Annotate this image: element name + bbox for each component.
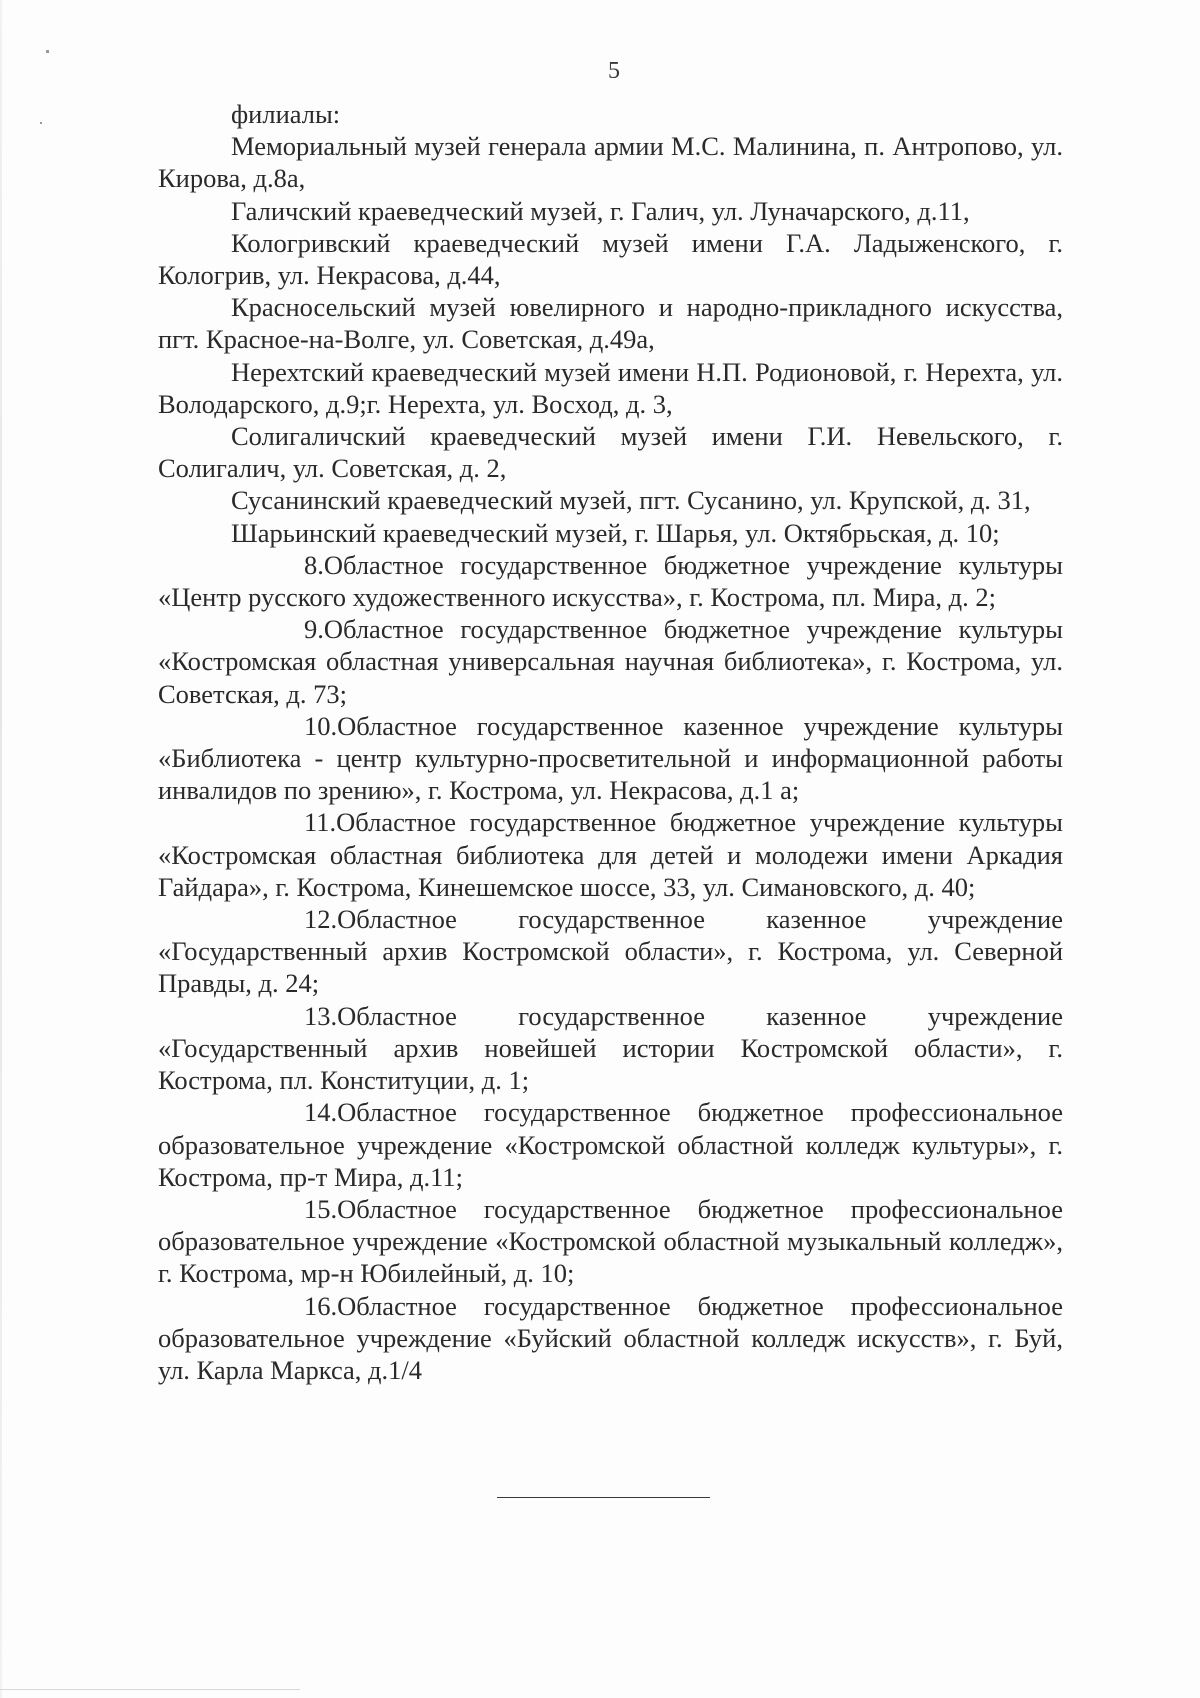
numbered-paragraph xyxy=(158,613,1063,710)
paragraph xyxy=(158,517,1063,549)
paragraph-text: Областное государственное бюджетное профессиональное образовательное учреждение «Костромской областной музыкальный колледж», г. Кострома, мр-н Юбилейный, д. 10; xyxy=(158,1193,1063,1289)
scan-speck xyxy=(46,50,49,53)
paragraph-text: Областное государственное казенное учреждение «Государственный архив Костромской области», г. Кострома, ул. Северной Правды, д. 24; xyxy=(158,904,1063,999)
paragraph-number: 14. xyxy=(304,1097,338,1128)
numbered-paragraph xyxy=(158,903,1063,1000)
paragraph-text: Галичский краеведческий музей, г. Галич, ул. Луначарского, д.11, xyxy=(231,195,970,226)
paragraph-text: Нерехтский краеведческий музей имени Н.П. Родионовой, г. Нерехта, ул. Володарского, д.9;г. Нерехта, ул. Восход, д. 3, xyxy=(158,356,1063,419)
paragraph-text: филиалы: xyxy=(231,99,341,129)
paragraph-text: Областное государственное бюджетное профессиональное образовательное учреждение «Костромской областной колледж культуры», г. Кострома, пр-т Мира, д.11; xyxy=(158,1097,1063,1192)
paragraph xyxy=(158,227,1063,291)
paragraph xyxy=(158,291,1063,355)
scan-edge-bottom xyxy=(0,1689,300,1690)
scan-speck xyxy=(40,122,42,124)
paragraph xyxy=(158,356,1063,420)
paragraph-text: Солигаличский краеведческий музей имени Г.И. Невельского, г. Солигалич, ул. Советская, д. 2, xyxy=(158,421,1063,484)
paragraph-text: Красносельский музей ювелирного и народно-прикладного искусства, пгт. Красное-на-Волге, ул. Советская, д.49а, xyxy=(158,292,1063,355)
numbered-paragraph xyxy=(158,1000,1063,1097)
closing-divider-line xyxy=(497,1497,710,1498)
paragraph-number: 10. xyxy=(304,710,338,741)
numbered-paragraph xyxy=(158,806,1063,903)
paragraph-text: Шарьинский краеведческий музей, г. Шарья, ул. Октябрьская, д. 10; xyxy=(231,517,1000,548)
paragraph-number: 8. xyxy=(304,549,324,580)
paragraph-text: Кологривский краеведческий музей имени Г.А. Ладыженского, г. Кологрив, ул. Некрасова, д.44, xyxy=(158,227,1063,291)
paragraph-text: Мемориальный музей генерала армии М.С. Малинина, п. Антропово, ул. Кирова, д.8а, xyxy=(158,131,1063,194)
paragraph-text: Областное государственное бюджетное учреждение культуры «Центр русского художественного искусства», г. Кострома, пл. Мира, д. 2; xyxy=(158,549,1063,613)
paragraph-text: Сусанинский краеведческий музей, пгт. Сусанино, ул. Крупской, д. 31, xyxy=(231,485,1031,516)
page-number: 5 xyxy=(608,58,620,84)
paragraph-number: 12. xyxy=(304,904,338,935)
paragraph-text: Областное государственное бюджетное учреждение культуры «Костромская областная библиотека для детей и молодежи имени Аркадия Гайдара», г. Кострома, Кинешемское шоссе, 33, ул. Симановского, д. 40; xyxy=(158,807,1063,902)
scan-edge xyxy=(0,0,2,1698)
paragraph xyxy=(158,98,1063,130)
paragraph-number: 11. xyxy=(304,807,337,838)
numbered-paragraph xyxy=(158,710,1063,807)
numbered-paragraph xyxy=(158,1096,1063,1193)
numbered-paragraph xyxy=(158,1193,1063,1290)
paragraph xyxy=(158,130,1063,194)
paragraph xyxy=(158,484,1063,516)
paragraph-text: Областное государственное казенное учреждение культуры «Библиотека - центр культурно-просветительной и информационной работы инвалидов по зрению», г. Кострома, ул. Некрасова, д.1 а; xyxy=(158,710,1063,806)
paragraph-text: Областное государственное бюджетное профессиональное образовательное учреждение «Буйский областной колледж искусств», г. Буй, ул. Карла Маркса, д.1/4 xyxy=(158,1290,1063,1385)
paragraph-number: 13. xyxy=(304,1000,338,1031)
paragraph xyxy=(158,420,1063,484)
paragraph xyxy=(158,195,1063,227)
numbered-paragraph xyxy=(158,1290,1063,1387)
paragraph-number: 15. xyxy=(304,1193,338,1224)
paragraph-text: Областное государственное бюджетное учреждение культуры «Костромская областная универсальная научная библиотека», г. Кострома, ул. Советская, д. 73; xyxy=(158,614,1063,709)
numbered-paragraph xyxy=(158,549,1063,613)
paragraph-number: 16. xyxy=(304,1290,338,1321)
paragraph-text: Областное государственное казенное учреждение «Государственный архив новейшей истории Костромской области», г. Кострома, пл. Конституции, д. 1; xyxy=(158,1000,1063,1096)
document-body xyxy=(158,98,1063,1386)
paragraph-number: 9. xyxy=(304,614,324,645)
